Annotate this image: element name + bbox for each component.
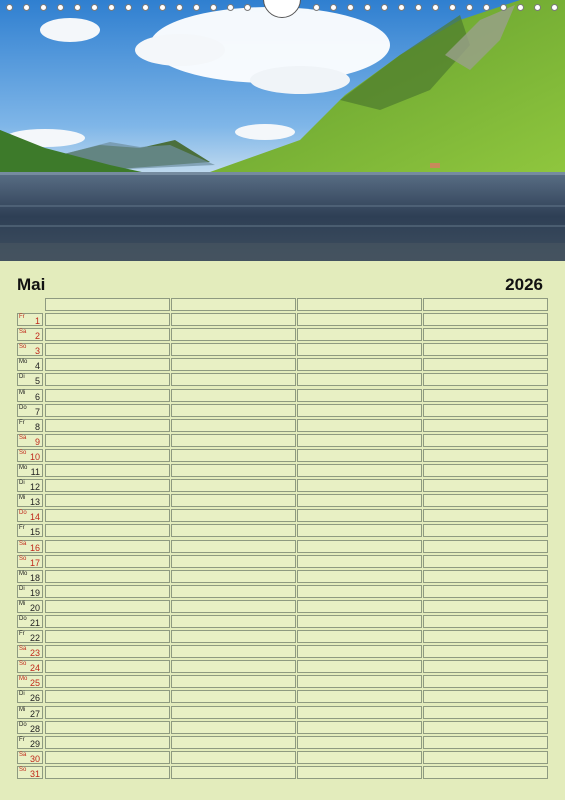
entry-cell[interactable] — [171, 600, 296, 613]
entry-cell[interactable] — [297, 690, 422, 703]
entry-cell[interactable] — [297, 434, 422, 447]
day-label-cell — [17, 690, 43, 703]
day-label-cell — [17, 721, 43, 734]
entry-cell[interactable] — [423, 600, 548, 613]
binding-hole — [449, 4, 456, 11]
entry-cell[interactable] — [171, 404, 296, 417]
day-number: 5 — [34, 376, 40, 387]
day-row — [17, 645, 548, 660]
entry-cell[interactable] — [423, 690, 548, 703]
day-number: 29 — [29, 738, 40, 749]
day-row — [17, 706, 548, 721]
day-row — [17, 675, 548, 690]
entry-cell[interactable] — [171, 540, 296, 553]
entry-cell[interactable] — [45, 524, 170, 537]
entry-cell[interactable] — [297, 766, 422, 779]
entry-cell[interactable] — [423, 479, 548, 492]
day-label-cell — [17, 479, 43, 492]
binding-hole — [74, 4, 81, 11]
entry-cell[interactable] — [171, 766, 296, 779]
entry-cell[interactable] — [423, 358, 548, 371]
entry-cell[interactable] — [423, 434, 548, 447]
entry-cell[interactable] — [171, 434, 296, 447]
day-row — [17, 328, 548, 343]
entry-cell[interactable] — [297, 600, 422, 613]
entry-cell[interactable] — [423, 766, 548, 779]
weekday-abbrev: Do — [19, 404, 27, 411]
day-row — [17, 419, 548, 434]
entry-cell[interactable] — [45, 404, 170, 417]
entry-cell[interactable] — [423, 328, 548, 341]
weekday-abbrev: So — [19, 344, 27, 351]
entry-cell[interactable] — [297, 570, 422, 583]
weekday-abbrev: Sa — [19, 434, 27, 441]
weekday-abbrev: So — [19, 661, 27, 668]
day-label-cell — [17, 600, 43, 613]
entry-cell[interactable] — [171, 706, 296, 719]
binding-hole — [6, 4, 13, 11]
day-label-cell — [17, 630, 43, 643]
entry-cell[interactable] — [297, 524, 422, 537]
entry-cell[interactable] — [171, 690, 296, 703]
entry-cell[interactable] — [423, 389, 548, 402]
binding-hole — [398, 4, 405, 11]
weekday-abbrev: Di — [19, 480, 25, 487]
day-label-cell — [17, 660, 43, 673]
entry-cell[interactable] — [423, 751, 548, 764]
entry-cell[interactable] — [45, 509, 170, 522]
weekday-abbrev: Sa — [19, 646, 27, 653]
header-name-cell[interactable] — [45, 298, 170, 311]
day-row — [17, 449, 548, 464]
binding-hole — [500, 4, 507, 11]
day-number: 6 — [34, 391, 40, 402]
binding-hole — [381, 4, 388, 11]
entry-cell[interactable] — [297, 343, 422, 356]
entry-cell[interactable] — [297, 706, 422, 719]
weekday-abbrev: Di — [19, 374, 25, 381]
day-label-cell — [17, 706, 43, 719]
entry-cell[interactable] — [297, 464, 422, 477]
day-row — [17, 690, 548, 705]
day-label-cell — [17, 313, 43, 326]
entry-cell[interactable] — [171, 660, 296, 673]
weekday-abbrev: Mo — [19, 465, 28, 472]
entry-cell[interactable] — [171, 555, 296, 568]
entry-cell[interactable] — [45, 766, 170, 779]
entry-cell[interactable] — [297, 494, 422, 507]
entry-cell[interactable] — [423, 494, 548, 507]
day-label-cell — [17, 464, 43, 477]
day-label-cell — [17, 524, 43, 537]
entry-cell[interactable] — [171, 751, 296, 764]
entry-cell[interactable] — [297, 751, 422, 764]
entry-cell[interactable] — [297, 373, 422, 386]
day-number: 7 — [34, 406, 40, 417]
entry-cell[interactable] — [423, 615, 548, 628]
entry-cell[interactable] — [297, 404, 422, 417]
weekday-abbrev: Di — [19, 691, 25, 698]
binding-hole — [415, 4, 422, 11]
entry-cell[interactable] — [423, 464, 548, 477]
binding-hole — [142, 4, 149, 11]
binding-hole — [23, 4, 30, 11]
entry-cell[interactable] — [297, 721, 422, 734]
binding-hole — [347, 4, 354, 11]
day-label-cell — [17, 509, 43, 522]
calendar-hanger — [263, 0, 301, 18]
entry-cell[interactable] — [297, 585, 422, 598]
entry-cell[interactable] — [297, 675, 422, 688]
day-number: 26 — [29, 693, 40, 704]
entry-cell[interactable] — [171, 419, 296, 432]
day-number: 18 — [29, 572, 40, 583]
header-name-cell[interactable] — [171, 298, 296, 311]
weekday-abbrev: So — [19, 555, 27, 562]
entry-cell[interactable] — [45, 419, 170, 432]
entry-cell[interactable] — [423, 570, 548, 583]
entry-cell[interactable] — [45, 479, 170, 492]
day-row — [17, 343, 548, 358]
day-row — [17, 313, 548, 328]
binding-hole — [125, 4, 132, 11]
entry-cell[interactable] — [171, 585, 296, 598]
entry-cell[interactable] — [171, 615, 296, 628]
weekday-abbrev: Mo — [19, 570, 28, 577]
entry-cell[interactable] — [171, 373, 296, 386]
day-label-cell — [17, 736, 43, 749]
day-label-cell — [17, 570, 43, 583]
entry-cell[interactable] — [171, 630, 296, 643]
entry-cell[interactable] — [45, 313, 170, 326]
day-row — [17, 630, 548, 645]
entry-cell[interactable] — [171, 570, 296, 583]
day-number: 8 — [34, 421, 40, 432]
day-label-cell — [17, 434, 43, 447]
entry-cell[interactable] — [171, 645, 296, 658]
day-label-cell — [17, 494, 43, 507]
entry-cell[interactable] — [423, 660, 548, 673]
day-number: 31 — [29, 768, 40, 779]
day-row — [17, 736, 548, 751]
day-number: 25 — [29, 678, 40, 689]
day-number: 30 — [29, 753, 40, 764]
entry-cell[interactable] — [45, 630, 170, 643]
day-row — [17, 479, 548, 494]
day-label-cell — [17, 555, 43, 568]
entry-cell[interactable] — [423, 706, 548, 719]
entry-cell[interactable] — [423, 343, 548, 356]
day-number: 12 — [29, 482, 40, 493]
day-row — [17, 585, 548, 600]
entry-cell[interactable] — [171, 721, 296, 734]
entry-cell[interactable] — [297, 615, 422, 628]
day-number: 1 — [34, 316, 40, 327]
binding-hole — [364, 4, 371, 11]
entry-cell[interactable] — [423, 313, 548, 326]
day-label-cell — [17, 373, 43, 386]
day-label-cell — [17, 615, 43, 628]
entry-cell[interactable] — [45, 449, 170, 462]
entry-cell[interactable] — [297, 449, 422, 462]
entry-cell[interactable] — [297, 736, 422, 749]
entry-cell[interactable] — [297, 389, 422, 402]
binding-hole — [176, 4, 183, 11]
entry-cell[interactable] — [423, 555, 548, 568]
day-label-cell — [17, 766, 43, 779]
entry-cell[interactable] — [45, 464, 170, 477]
binding-hole — [210, 4, 217, 11]
day-number: 9 — [34, 436, 40, 447]
entry-cell[interactable] — [45, 645, 170, 658]
entry-cell[interactable] — [423, 721, 548, 734]
landscape-photo — [0, 0, 565, 261]
entry-cell[interactable] — [45, 600, 170, 613]
day-number: 20 — [29, 602, 40, 613]
day-number: 22 — [29, 633, 40, 644]
entry-cell[interactable] — [171, 389, 296, 402]
weekday-abbrev: Do — [19, 721, 27, 728]
header-row — [17, 298, 548, 313]
entry-cell[interactable] — [171, 313, 296, 326]
entry-cell[interactable] — [423, 736, 548, 749]
entry-cell[interactable] — [297, 358, 422, 371]
day-label-cell — [17, 404, 43, 417]
header-name-cell[interactable] — [423, 298, 548, 311]
binding-hole — [432, 4, 439, 11]
entry-cell[interactable] — [45, 585, 170, 598]
day-row — [17, 389, 548, 404]
weekday-abbrev: Di — [19, 585, 25, 592]
entry-cell[interactable] — [45, 343, 170, 356]
binding-hole — [40, 4, 47, 11]
binding-hole — [91, 4, 98, 11]
day-number: 4 — [34, 361, 40, 372]
day-number: 13 — [29, 497, 40, 508]
day-label-cell — [17, 751, 43, 764]
day-number: 2 — [34, 331, 40, 342]
year-title: 2026 — [505, 275, 543, 294]
entry-cell[interactable] — [45, 751, 170, 764]
weekday-abbrev: Fr — [19, 736, 25, 743]
day-number: 14 — [29, 512, 40, 523]
entry-cell[interactable] — [423, 404, 548, 417]
binding-hole — [551, 4, 558, 11]
day-row — [17, 766, 548, 781]
day-number: 27 — [29, 708, 40, 719]
day-label-cell — [17, 328, 43, 341]
binding-hole — [313, 4, 320, 11]
entry-cell[interactable] — [45, 358, 170, 371]
day-row — [17, 615, 548, 630]
day-number: 21 — [29, 617, 40, 628]
day-number: 19 — [29, 587, 40, 598]
entry-cell[interactable] — [297, 540, 422, 553]
weekday-abbrev: Sa — [19, 540, 27, 547]
weekday-abbrev: Mi — [19, 389, 26, 396]
entry-cell[interactable] — [45, 328, 170, 341]
day-number: 17 — [29, 557, 40, 568]
day-row — [17, 751, 548, 766]
entry-cell[interactable] — [171, 328, 296, 341]
entry-cell[interactable] — [423, 509, 548, 522]
entry-cell[interactable] — [423, 419, 548, 432]
entry-cell[interactable] — [297, 313, 422, 326]
binding-hole — [483, 4, 490, 11]
day-row — [17, 660, 548, 675]
binding-hole — [330, 4, 337, 11]
weekday-abbrev: Mi — [19, 495, 26, 502]
binding-hole — [244, 4, 251, 11]
weekday-abbrev: Sa — [19, 751, 27, 758]
day-row — [17, 721, 548, 736]
entry-cell[interactable] — [423, 449, 548, 462]
day-number: 28 — [29, 723, 40, 734]
day-row — [17, 464, 548, 479]
day-number: 23 — [29, 648, 40, 659]
binding-hole — [108, 4, 115, 11]
day-label-cell — [17, 675, 43, 688]
binding-hole — [57, 4, 64, 11]
entry-cell[interactable] — [45, 373, 170, 386]
day-row — [17, 540, 548, 555]
day-number: 3 — [34, 346, 40, 357]
entry-cell[interactable] — [423, 645, 548, 658]
entry-cell[interactable] — [171, 509, 296, 522]
entry-cell[interactable] — [171, 449, 296, 462]
entry-cell[interactable] — [45, 494, 170, 507]
entry-cell[interactable] — [45, 389, 170, 402]
header-name-cell[interactable] — [297, 298, 422, 311]
day-label-cell — [17, 645, 43, 658]
day-label-cell — [17, 389, 43, 402]
weekday-abbrev: Do — [19, 510, 27, 517]
landscape-photo-icon — [0, 0, 565, 261]
binding-hole — [193, 4, 200, 11]
entry-cell[interactable] — [45, 736, 170, 749]
binding-hole — [466, 4, 473, 11]
day-label-cell — [17, 419, 43, 432]
planner-grid — [17, 298, 548, 781]
entry-cell[interactable] — [297, 479, 422, 492]
weekday-abbrev: Mi — [19, 706, 26, 713]
entry-cell[interactable] — [45, 615, 170, 628]
weekday-abbrev: Fr — [19, 631, 25, 638]
entry-cell[interactable] — [423, 373, 548, 386]
entry-cell[interactable] — [45, 675, 170, 688]
entry-cell[interactable] — [297, 328, 422, 341]
entry-cell[interactable] — [297, 645, 422, 658]
weekday-abbrev: So — [19, 766, 27, 773]
entry-cell[interactable] — [297, 555, 422, 568]
day-number: 15 — [29, 527, 40, 538]
entry-cell[interactable] — [171, 524, 296, 537]
day-label-cell — [17, 540, 43, 553]
entry-cell[interactable] — [171, 479, 296, 492]
entry-cell[interactable] — [45, 570, 170, 583]
day-row — [17, 404, 548, 419]
entry-cell[interactable] — [171, 343, 296, 356]
weekday-abbrev: Sa — [19, 329, 27, 336]
weekday-abbrev: Do — [19, 615, 27, 622]
spiral-binding — [0, 0, 565, 20]
entry-cell[interactable] — [171, 494, 296, 507]
binding-hole — [227, 4, 234, 11]
day-row — [17, 434, 548, 449]
entry-cell[interactable] — [171, 358, 296, 371]
entry-cell[interactable] — [45, 434, 170, 447]
day-row — [17, 494, 548, 509]
day-label-cell — [17, 343, 43, 356]
weekday-abbrev: Fr — [19, 314, 25, 321]
entry-cell[interactable] — [45, 706, 170, 719]
entry-cell[interactable] — [423, 630, 548, 643]
entry-cell[interactable] — [423, 675, 548, 688]
day-row — [17, 509, 548, 524]
entry-cell[interactable] — [171, 675, 296, 688]
day-row — [17, 600, 548, 615]
weekday-abbrev: Fr — [19, 419, 25, 426]
day-number: 16 — [29, 542, 40, 553]
entry-cell[interactable] — [297, 509, 422, 522]
entry-cell[interactable] — [45, 721, 170, 734]
weekday-abbrev: Fr — [19, 525, 25, 532]
day-label-cell — [17, 358, 43, 371]
day-row — [17, 373, 548, 388]
entry-cell[interactable] — [45, 690, 170, 703]
day-row — [17, 524, 548, 539]
entry-cell[interactable] — [45, 540, 170, 553]
day-number: 24 — [29, 663, 40, 674]
day-label-cell — [17, 449, 43, 462]
day-row — [17, 555, 548, 570]
entry-cell[interactable] — [45, 660, 170, 673]
weekday-abbrev: Mo — [19, 676, 28, 683]
entry-cell[interactable] — [423, 524, 548, 537]
entry-cell[interactable] — [171, 464, 296, 477]
binding-hole — [159, 4, 166, 11]
entry-cell[interactable] — [171, 736, 296, 749]
binding-hole — [534, 4, 541, 11]
entry-cell[interactable] — [297, 660, 422, 673]
weekday-abbrev: Mo — [19, 359, 28, 366]
weekday-abbrev: So — [19, 449, 27, 456]
entry-cell[interactable] — [297, 630, 422, 643]
entry-cell[interactable] — [45, 555, 170, 568]
entry-cell[interactable] — [297, 419, 422, 432]
weekday-abbrev: Mi — [19, 600, 26, 607]
day-row — [17, 570, 548, 585]
entry-cell[interactable] — [423, 585, 548, 598]
day-number: 11 — [30, 467, 40, 478]
month-title: Mai — [17, 275, 46, 294]
day-number: 10 — [29, 451, 40, 462]
entry-cell[interactable] — [423, 540, 548, 553]
binding-hole — [517, 4, 524, 11]
day-label-cell — [17, 585, 43, 598]
day-row — [17, 358, 548, 373]
